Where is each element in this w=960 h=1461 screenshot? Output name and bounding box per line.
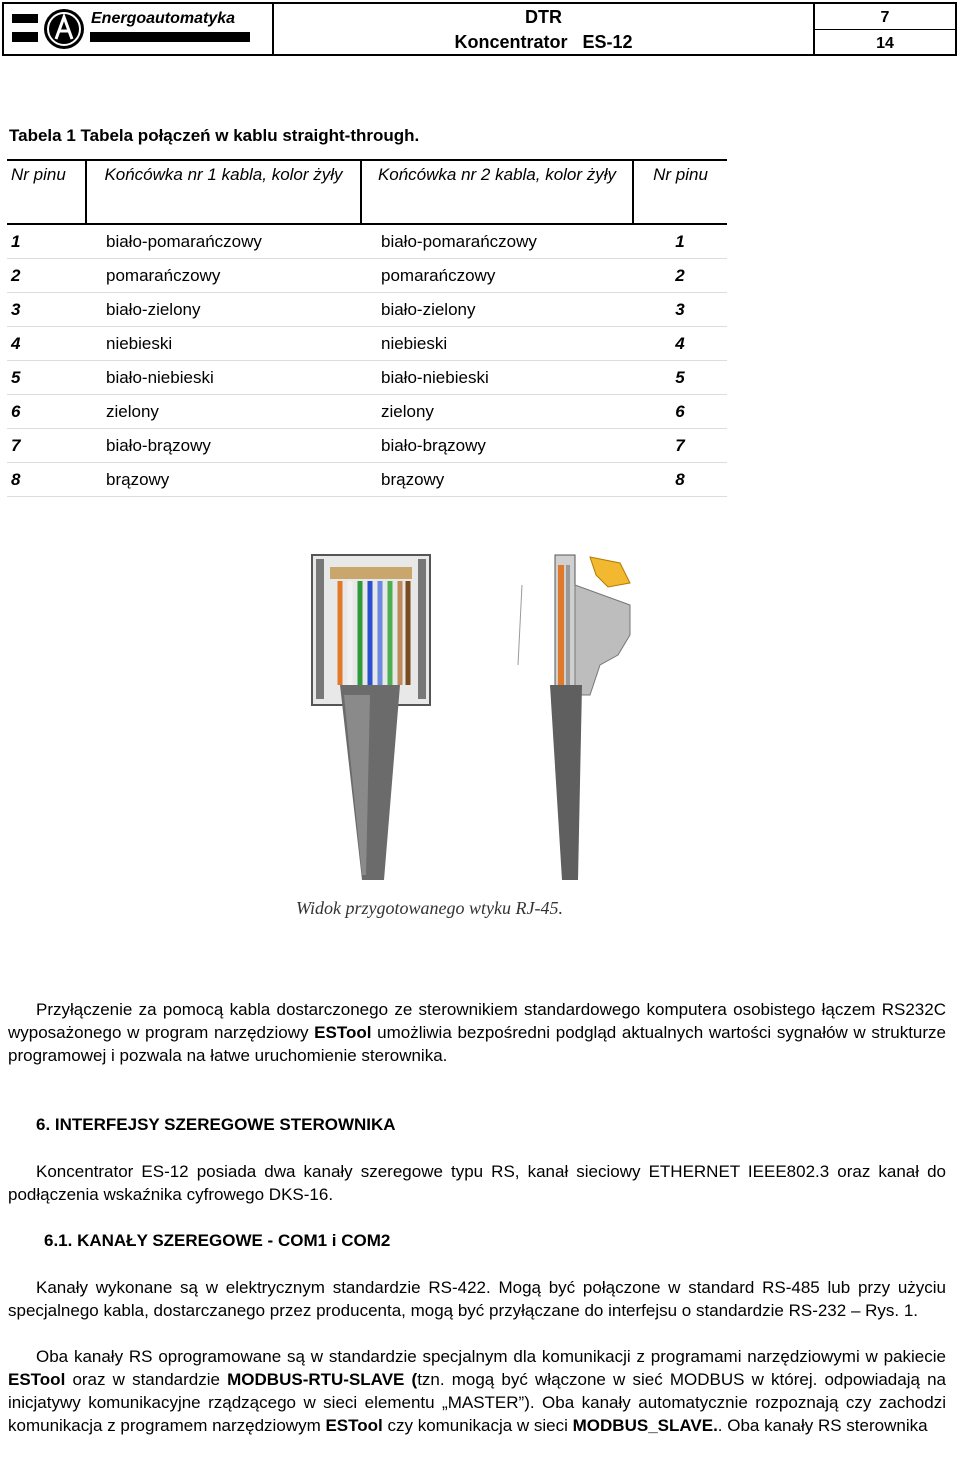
text-run: Koncentrator ES-12 posiada dwa kanały szeregowe typu RS, kanał sieciowy ETHERNET IEEE802.3 oraz kanał do podłączenia wskaźnika cyfrowego DKS-16. (8, 1162, 946, 1204)
table-header-row (7, 160, 727, 224)
pin-number-cell: 7 (633, 429, 727, 463)
text-run: oraz w standardzie (65, 1370, 228, 1389)
column-header: Nr pinu (7, 160, 86, 224)
plug-side-view (518, 555, 630, 880)
company-logo (4, 4, 274, 54)
wire-color-cell: biało-niebieski (361, 361, 633, 395)
wire-color-cell: pomarańczowy (361, 259, 633, 293)
logo-emblem-icon (44, 9, 84, 49)
paragraph-modbus (8, 1345, 946, 1437)
text-run: Oba kanały RS oprogramowane są w standardzie specjalnym dla komunikacji z programami narzędziowymi w pakiecie (36, 1347, 946, 1366)
column-header: Końcówka nr 1 kabla, kolor żyły (86, 160, 361, 224)
wire-color-cell: biało-brązowy (361, 429, 633, 463)
pin-number-cell: 4 (633, 327, 727, 361)
text-run: . Oba kanały RS sterownika (717, 1416, 928, 1435)
text-run-bold: MODBUS_SLAVE. (572, 1416, 718, 1435)
wire-color-cell: zielony (86, 395, 361, 429)
text-run-bold: ESTool (8, 1370, 66, 1389)
text-run: Kanały wykonane są w elektrycznym standardzie RS-422. Mogą być połączone w standard RS-485 lub przy użyciu specjalnego kabla, dostarczanego przez producenta, mogą być przyłączane do interfejsu o standardzie RS-232 – Rys. 1. (8, 1278, 946, 1320)
header-numbers (815, 4, 955, 54)
pin-number-cell: 4 (7, 327, 86, 361)
wire-color-cell: biało-pomarańczowy (86, 224, 361, 259)
pin-number-cell: 7 (7, 429, 86, 463)
page-number: 14 (815, 29, 955, 55)
subsection-heading: 6.1. KANAŁY SZEREGOWE - COM1 i COM2 (44, 1231, 391, 1250)
paragraph-interfaces (8, 1160, 946, 1206)
company-name: Energoautomatyka (91, 10, 236, 27)
text-run-bold: ESTool (325, 1416, 383, 1435)
table-row (7, 327, 727, 361)
rj45-plug-figure (300, 545, 660, 890)
table-row (7, 429, 727, 463)
logo-stripe (90, 32, 250, 42)
pin-number-cell: 3 (633, 293, 727, 327)
table-caption: Tabela 1 Tabela połączeń w kablu straight-through. (9, 126, 420, 145)
section-heading: 6. INTERFEJSY SZEREGOWE STEROWNIKA (36, 1115, 396, 1134)
pin-number-cell: 2 (633, 259, 727, 293)
table-row (7, 463, 727, 497)
column-header: Nr pinu (633, 160, 727, 224)
wire-color-cell: biało-zielony (361, 293, 633, 327)
text-run: tzn. mogą być włączone w sieć MODBUS w której. odpowiadają na inicjatywy komunikacyjne rządzącego w sieci elementu „MASTER”). Oba kanały automatycznie rozpoznają czy zachodzi komunikacja z programem narzędziowym (8, 1370, 946, 1435)
text-run-bold: MODBUS-RTU-SLAVE ( (227, 1370, 418, 1389)
paragraph-estool-connection (8, 998, 946, 1067)
pin-number-cell: 3 (7, 293, 86, 327)
wire-color-cell: niebieski (86, 327, 361, 361)
column-header: Końcówka nr 2 kabla, kolor żyły (361, 160, 633, 224)
section-number: 7 (880, 9, 890, 26)
pin-number-cell: 5 (7, 361, 86, 395)
wire-color-cell: brązowy (86, 463, 361, 497)
table-row (7, 224, 727, 259)
wire-color-cell: pomarańczowy (86, 259, 361, 293)
pin-number-cell: 8 (7, 463, 86, 497)
wire-color-cell: biało-zielony (86, 293, 361, 327)
wire-color-cell: brązowy (361, 463, 633, 497)
figure-caption: Widok przygotowanego wtyku RJ-45. (296, 898, 563, 918)
pin-number-cell: 5 (633, 361, 727, 395)
table-row (7, 293, 727, 327)
plug-front-view (312, 555, 430, 880)
pin-number-cell: 6 (7, 395, 86, 429)
pin-number-cell: 2 (7, 259, 86, 293)
doc-type: DTR (525, 7, 562, 27)
wire-color-cell: biało-pomarańczowy (361, 224, 633, 259)
table-row (7, 259, 727, 293)
wire-color-cell: niebieski (361, 327, 633, 361)
logo-stripe (12, 14, 38, 23)
paragraph-rs422 (8, 1276, 946, 1322)
text-run: czy komunikacja w sieci (382, 1416, 573, 1435)
pin-number-cell: 1 (7, 224, 86, 259)
pin-table (7, 159, 727, 497)
logo-stripe (12, 32, 38, 42)
table-row (7, 395, 727, 429)
text-run-bold: ESTool (314, 1023, 372, 1042)
text-run: umożliwia bezpośredni podgląd aktualnych wartości sygnałów w strukturze programowej i pozwala na łatwe uruchomienie sterownika. (8, 1023, 946, 1065)
pin-number-cell: 1 (633, 224, 727, 259)
product-name: Koncentrator ES-12 (454, 32, 633, 52)
page-header (2, 2, 957, 56)
text-run: Przyłączenie za pomocą kabla dostarczonego ze sterownikiem standardowego komputera osobistego łączem RS232C wyposażonego w program narzędziowy (8, 1000, 946, 1042)
table-row (7, 361, 727, 395)
wire-color-cell: zielony (361, 395, 633, 429)
pin-number-cell: 8 (633, 463, 727, 497)
header-title (274, 4, 815, 54)
wire-color-cell: biało-brązowy (86, 429, 361, 463)
wire-color-cell: biało-niebieski (86, 361, 361, 395)
pin-number-cell: 6 (633, 395, 727, 429)
